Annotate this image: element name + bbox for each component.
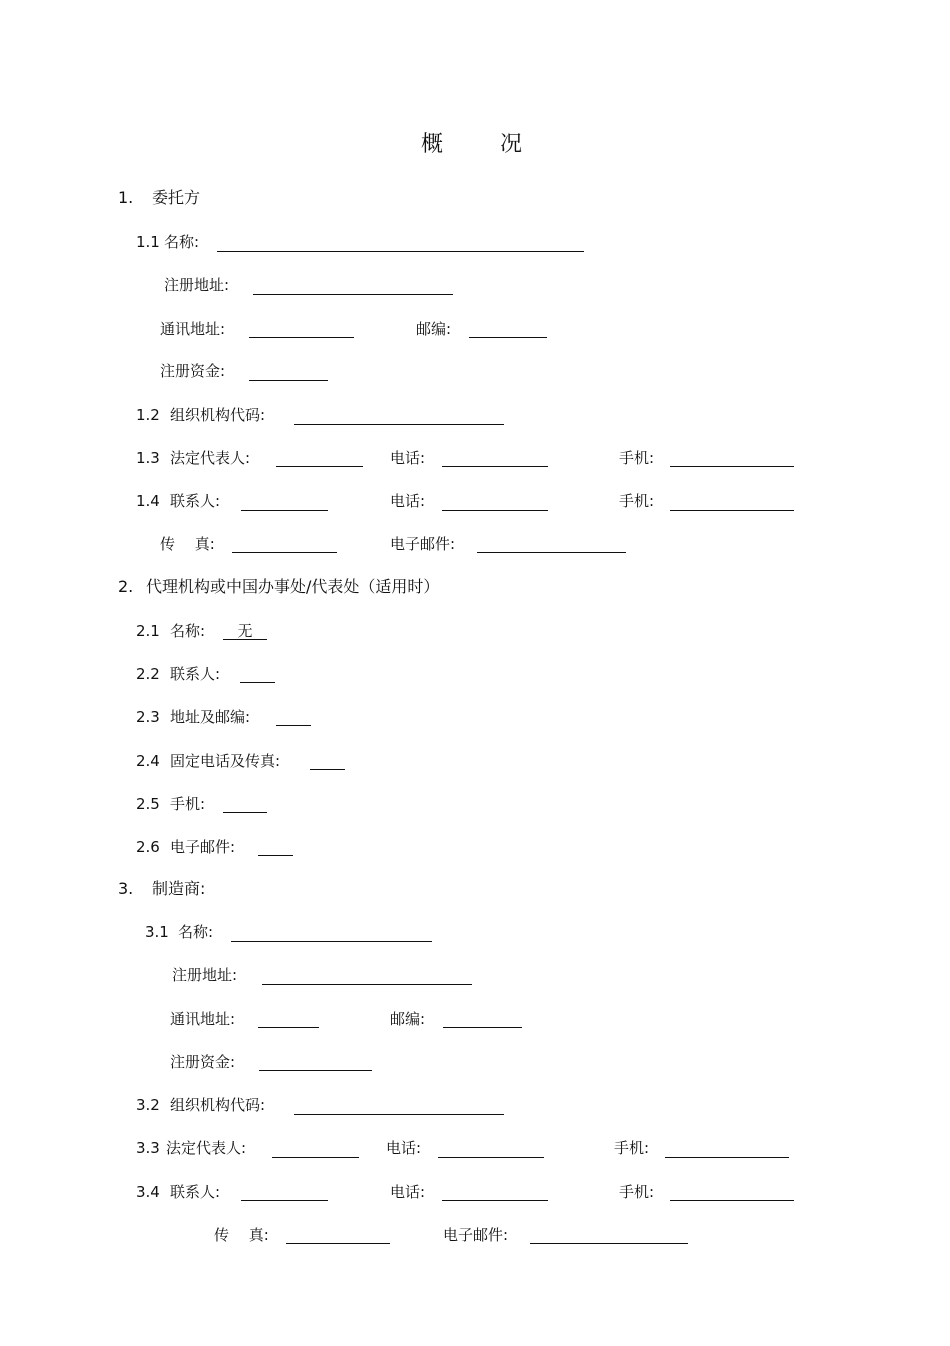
client-reg-address-field[interactable] (253, 294, 453, 295)
agent-name-field[interactable] (223, 639, 267, 640)
agent-phone-fax-field[interactable] (310, 769, 345, 770)
section-3-number: 3. (118, 879, 134, 898)
client-name-label: 名称: (164, 233, 200, 251)
client-contact-phone-field[interactable] (442, 510, 548, 511)
agent-address-postcode-field[interactable] (276, 725, 311, 726)
client-reg-address-label: 注册地址: (164, 276, 230, 294)
item-1-2-number: 1.2 (136, 406, 160, 424)
maker-fax-field[interactable] (286, 1243, 390, 1244)
client-legal-rep-mobile-field[interactable] (670, 466, 794, 467)
maker-reg-address-label: 注册地址: (172, 966, 238, 984)
agent-mobile-label: 手机: (170, 795, 206, 813)
maker-contact-mobile-field[interactable] (670, 1200, 794, 1201)
agent-contact-label: 联系人: (170, 665, 221, 683)
maker-contact-field[interactable] (241, 1200, 328, 1201)
client-mail-address-label: 通讯地址: (160, 320, 226, 338)
agent-email-field[interactable] (258, 855, 293, 856)
client-legal-rep-mobile-label: 手机: (619, 449, 655, 467)
item-3-2-number: 3.2 (136, 1096, 160, 1114)
item-3-4-number: 3.4 (136, 1183, 160, 1201)
maker-contact-label: 联系人: (170, 1183, 221, 1201)
item-1-3-number: 1.3 (136, 449, 160, 467)
maker-reg-capital-field[interactable] (259, 1070, 372, 1071)
client-email-field[interactable] (477, 552, 626, 553)
maker-org-code-field[interactable] (294, 1114, 504, 1115)
section-2-heading: 代理机构或中国办事处/代表处（适用时） (146, 577, 440, 596)
maker-org-code-label: 组织机构代码: (170, 1096, 266, 1114)
maker-mail-address-field[interactable] (258, 1027, 319, 1028)
section-3-heading: 制造商: (152, 879, 206, 898)
client-mail-address-field[interactable] (249, 337, 354, 338)
item-2-6-number: 2.6 (136, 838, 160, 856)
agent-address-postcode-label: 地址及邮编: (170, 708, 251, 726)
client-email-label: 电子邮件: (390, 535, 456, 553)
section-1-number: 1. (118, 188, 134, 207)
agent-phone-fax-label: 固定电话及传真: (170, 752, 281, 770)
section-1-heading: 委托方 (152, 188, 201, 207)
client-contact-phone-label: 电话: (390, 492, 426, 510)
section-2-number: 2. (118, 577, 134, 596)
client-contact-mobile-label: 手机: (619, 492, 655, 510)
client-legal-rep-phone-field[interactable] (442, 466, 548, 467)
item-2-2-number: 2.2 (136, 665, 160, 683)
maker-reg-capital-label: 注册资金: (170, 1053, 236, 1071)
client-contact-field[interactable] (241, 510, 328, 511)
client-fax-field[interactable] (232, 552, 337, 553)
client-legal-rep-label: 法定代表人: (170, 449, 251, 467)
page-title-char-1: 概 (421, 132, 444, 157)
item-1-4-number: 1.4 (136, 492, 160, 510)
maker-fax-label: 传 真: (214, 1226, 269, 1244)
maker-name-field[interactable] (231, 941, 432, 942)
client-legal-rep-field[interactable] (276, 466, 363, 467)
maker-legal-rep-phone-label: 电话: (386, 1139, 422, 1157)
client-reg-capital-label: 注册资金: (160, 362, 226, 380)
item-2-4-number: 2.4 (136, 752, 160, 770)
maker-postcode-field[interactable] (443, 1027, 522, 1028)
maker-email-label: 电子邮件: (443, 1226, 509, 1244)
maker-contact-phone-field[interactable] (442, 1200, 548, 1201)
maker-legal-rep-field[interactable] (272, 1157, 359, 1158)
maker-reg-address-field[interactable] (262, 984, 472, 985)
maker-mail-address-label: 通讯地址: (170, 1010, 236, 1028)
agent-mobile-field[interactable] (223, 812, 267, 813)
maker-contact-mobile-label: 手机: (619, 1183, 655, 1201)
maker-legal-rep-mobile-field[interactable] (665, 1157, 789, 1158)
maker-legal-rep-mobile-label: 手机: (614, 1139, 650, 1157)
client-org-code-label: 组织机构代码: (170, 406, 266, 424)
client-contact-label: 联系人: (170, 492, 221, 510)
maker-legal-rep-label: 法定代表人: (166, 1139, 247, 1157)
client-reg-capital-field[interactable] (249, 380, 328, 381)
agent-name-value: 无 (237, 622, 253, 640)
client-postcode-field[interactable] (469, 337, 547, 338)
agent-name-label: 名称: (170, 622, 206, 640)
maker-contact-phone-label: 电话: (390, 1183, 426, 1201)
item-3-1-number: 3.1 (145, 923, 169, 941)
client-org-code-field[interactable] (294, 424, 504, 425)
item-2-3-number: 2.3 (136, 708, 160, 726)
client-postcode-label: 邮编: (416, 320, 452, 338)
agent-contact-field[interactable] (240, 682, 275, 683)
item-3-3-number: 3.3 (136, 1139, 160, 1157)
maker-legal-rep-phone-field[interactable] (438, 1157, 544, 1158)
item-2-5-number: 2.5 (136, 795, 160, 813)
client-legal-rep-phone-label: 电话: (390, 449, 426, 467)
client-contact-mobile-field[interactable] (670, 510, 794, 511)
agent-email-label: 电子邮件: (170, 838, 236, 856)
maker-name-label: 名称: (178, 923, 214, 941)
item-1-1-number: 1.1 (136, 233, 160, 251)
client-fax-label: 传 真: (160, 535, 215, 553)
page-title-char-2: 况 (500, 132, 523, 157)
maker-postcode-label: 邮编: (390, 1010, 426, 1028)
maker-email-field[interactable] (530, 1243, 688, 1244)
client-name-field[interactable] (217, 251, 584, 252)
item-2-1-number: 2.1 (136, 622, 160, 640)
